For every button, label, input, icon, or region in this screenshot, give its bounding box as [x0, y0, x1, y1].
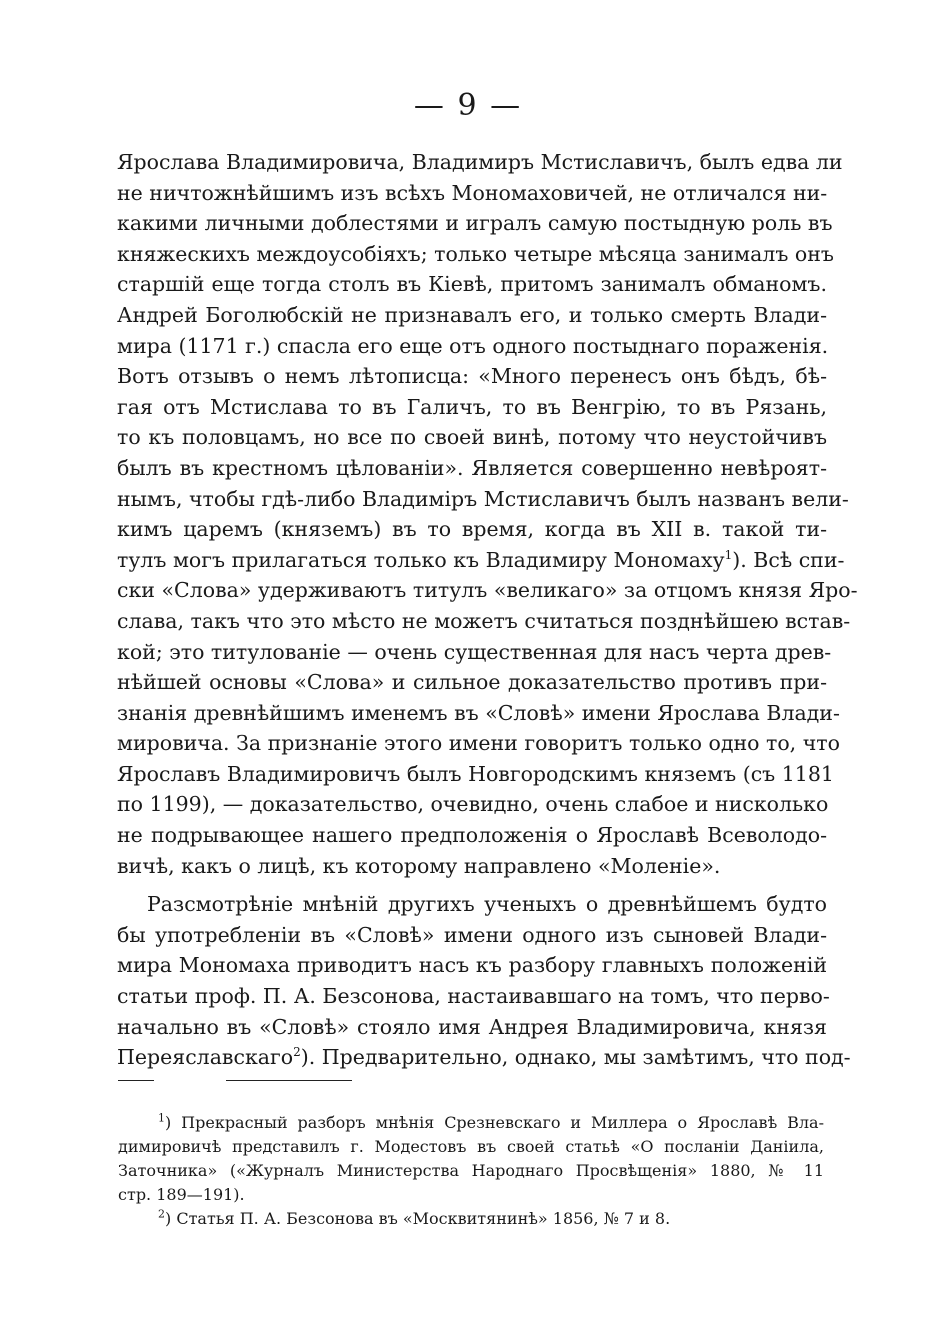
text-line: мировича. За признаніе этого имени говоритъ только одно то, что — [117, 731, 840, 756]
page-number: — 9 — — [413, 88, 523, 123]
text-segment: тулъ могъ прилагаться только къ Владимиру Мономаху — [117, 547, 725, 572]
footnote-line: стр. 189—191). — [118, 1185, 245, 1204]
main-text — [117, 147, 858, 1073]
footnote-ref-1[interactable]: 1 — [724, 547, 733, 562]
footnote-2 — [118, 1207, 824, 1231]
text-line: знанія древнѣйшимъ именемъ въ «Словѣ» имени Ярослава Влади- — [117, 700, 840, 725]
text-line: бы употребленіи въ «Словѣ» имени одного изъ сыновей Влади- — [117, 922, 827, 947]
footnote-separator — [118, 1080, 154, 1081]
footnote-line: Заточника» («Журналъ Министерства Народнаго Просвѣщенія» 1880, № 11 — [118, 1161, 824, 1180]
text-line: нѣйшей основы «Слова» и сильное доказательство противъ при- — [117, 670, 827, 695]
text-line: статьи проф. П. А. Безсонова, настаивавшаго на томъ, что перво- — [117, 984, 830, 1009]
text-line: начально въ «Словѣ» стояло имя Андрея Владимировича, князя — [117, 1014, 827, 1039]
footnote-text: ) Прекрасный разборъ мнѣнія Срезневскаго и Миллера о Ярославѣ Вла- — [165, 1113, 824, 1132]
footnote-1 — [118, 1111, 824, 1135]
text-line: Вотъ отзывъ о немъ лѣтописца: «Много перенесъ онъ бѣдъ, бѣ- — [117, 364, 827, 389]
footnote-separator — [226, 1080, 352, 1081]
text-line: по 1199), — доказательство, очевидно, очень слабое и нисколько — [117, 792, 829, 817]
text-line: ски «Слова» удерживаютъ титулъ «великаго» за отцомъ князя Яро- — [117, 578, 858, 603]
text-segment: ). Предварительно, однако, мы замѣтимъ, что под- — [300, 1045, 851, 1070]
footnote-mark-2: 2 — [158, 1207, 165, 1221]
text-line: кой; это титулованіе — очень существенная для насъ черта древ- — [117, 639, 832, 664]
text-line: не ничтожнѣйшимъ изъ всѣхъ Мономаховичей, не отличался ни- — [117, 180, 828, 205]
footnote-ref-2[interactable]: 2 — [293, 1045, 301, 1060]
footnote-line: димировичѣ представилъ г. Модестовъ въ своей статьѣ «О посланіи Даніила, — [118, 1137, 824, 1156]
footnote-mark-1: 1 — [158, 1111, 165, 1125]
text-line: то къ половцамъ, но все по своей винѣ, потому что неустойчивъ — [117, 425, 827, 450]
text-line: какими личными доблестями и игралъ самую постыдную роль въ — [117, 211, 833, 236]
text-line: старшій еще тогда столъ въ Кіевѣ, притомъ занималъ обманомъ. — [117, 272, 827, 297]
text-line: гая отъ Мстислава то въ Галичъ, то въ Венгрію, то въ Рязань, — [117, 394, 827, 419]
text-segment: ). Всѣ спи- — [732, 547, 845, 572]
text-line: не подрывающее нашего предположенія о Ярославѣ Всеволодо- — [117, 823, 827, 848]
text-line: княжескихъ междоусобіяхъ; только четыре мѣсяца занималъ онъ — [117, 241, 834, 266]
footnotes — [118, 1111, 824, 1231]
text-line: слава, такъ что это мѣсто не можетъ считаться позднѣйшею встав- — [117, 608, 851, 633]
text-line-with-footnote-ref — [117, 545, 845, 576]
text-line: кимъ царемъ (княземъ) въ то время, когда въ XII в. такой ти- — [117, 517, 827, 542]
paragraph-gap — [117, 881, 827, 889]
text-line: былъ въ крестномъ цѣлованіи». Является совершенно невѣроят- — [117, 455, 827, 480]
text-line: вичѣ, какъ о лицѣ, къ которому направлено «Моленіе». — [117, 853, 721, 878]
text-line: Андрей Боголюбскій не признавалъ его, и только смерть Влади- — [117, 302, 827, 327]
text-line-with-footnote-ref — [117, 1042, 851, 1073]
text-line: Ярославъ Владимировичъ былъ Новгородскимъ княземъ (съ 1181 — [117, 761, 834, 786]
text-segment: Переяславскаго — [117, 1045, 294, 1070]
text-line: Ярослава Владимировича, Владимиръ Мстиславичъ, былъ едва ли — [117, 150, 843, 174]
text-line: мира (1171 г.) спасла его еще отъ одного постыднаго пораженія. — [117, 333, 829, 358]
text-line: нымъ, чтобы гдѣ-либо Владиміръ Мстиславичъ былъ названъ вели- — [117, 486, 849, 511]
footnote-text: ) Статья П. А. Безсонова въ «Москвитянинѣ» 1856, № 7 и 8. — [165, 1209, 671, 1228]
text-line: мира Мономаха приводитъ насъ къ разбору главныхъ положеній — [117, 953, 827, 978]
text-line: Разсмотрѣніе мнѣній другихъ ученыхъ о древнѣйшемъ будто — [147, 892, 827, 917]
